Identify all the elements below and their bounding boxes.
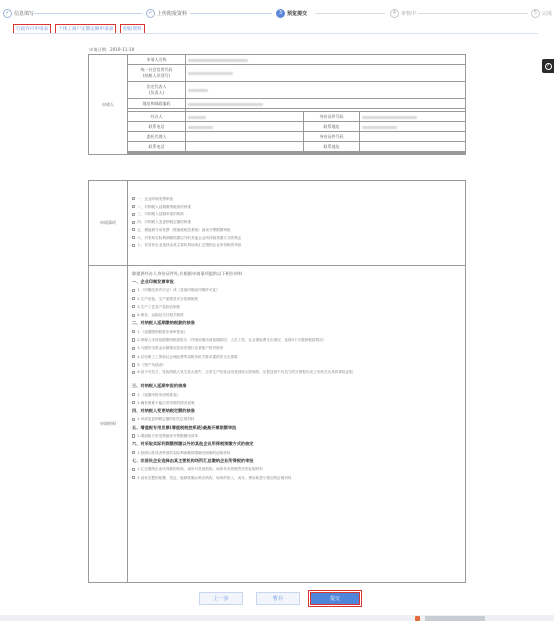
- material-group-title: 六、对采取实际利润额预缴以外的其他企业所得税预缴方式的核定: [132, 441, 254, 447]
- proxy-label: 委托代理人: [128, 132, 186, 142]
- material-item[interactable]: 1.《延期缴纳税款申请审批表》: [132, 328, 461, 336]
- checkbox[interactable]: [132, 305, 135, 308]
- material-item[interactable]: 1.按照月度或者季度的实际利润额预缴确有困难的证明材料: [132, 449, 461, 457]
- question-icon: ?: [545, 63, 552, 70]
- submit-button[interactable]: 提交: [310, 592, 360, 605]
- contact-address-label: 联系地址: [304, 122, 360, 132]
- checkbox[interactable]: [132, 314, 135, 317]
- applicant-table: [88, 54, 466, 155]
- material-item[interactable]: 4.应付职工工资和社会保险费等省税务机关要求提供的支出预算: [132, 353, 461, 361]
- credit-code-label: 统一社会信用代码 (纳税人识别号): [128, 65, 186, 82]
- applicant-name-label: 申请人名称: [128, 55, 186, 65]
- proxy-id-label: 身份证件号码: [304, 132, 360, 142]
- step-connector: [418, 13, 528, 14]
- checkbox[interactable]: [132, 476, 135, 479]
- legal-rep-label: 法定代表人 (负责人): [128, 82, 186, 99]
- step-5: [531, 8, 552, 18]
- app-logo-icon: [415, 616, 420, 621]
- checkbox[interactable]: [132, 401, 135, 404]
- step-number-badge: 3: [276, 9, 285, 18]
- id-number-label: 身份证件号码: [304, 112, 360, 122]
- checkbox[interactable]: [132, 371, 135, 374]
- matter-option[interactable]: 七、非居民企业选择由其主要机构场所汇总缴纳企业所得税的审批: [132, 242, 461, 250]
- step-1: [3, 8, 34, 18]
- agent-label: 经办人: [128, 112, 186, 122]
- material-item[interactable]: 4.保存、运输及交付相关制度: [132, 311, 461, 319]
- checkbox[interactable]: [132, 434, 135, 437]
- checkbox[interactable]: [132, 468, 135, 471]
- step-label: 审核中: [401, 10, 417, 17]
- progress-steps: [0, 0, 554, 20]
- matter-option[interactable]: 五、增值税专用发票（增值税税控系统）最高开票限额审批: [132, 227, 461, 235]
- phone-value: [186, 122, 304, 132]
- material-group-title: 二、对纳税人延期缴纳税款的核准: [132, 320, 195, 326]
- contact-address-value: [360, 122, 466, 132]
- prev-step-button[interactable]: 上一步: [199, 592, 243, 605]
- agent-value: [186, 112, 304, 122]
- material-group-title: 三、对纳税人延期申报的核准: [132, 383, 187, 389]
- help-button[interactable]: [542, 59, 554, 73]
- matter-option[interactable]: 六、对采取实际利润额预缴以外的其他企业所得税预缴方式的核定: [132, 235, 461, 243]
- matter-option[interactable]: 三、对纳税人延期申报的核准: [132, 211, 461, 219]
- step-number-badge: 5: [531, 9, 540, 18]
- material-item[interactable]: 2.纳税人申请延期缴纳税款报告（详细说明申请延期原因、人员工资、社会保险费支出情况、连续3个月缴纳税款情况）: [132, 336, 461, 344]
- checkbox[interactable]: [132, 338, 135, 341]
- proxy-id-value: [360, 132, 466, 142]
- materials-table: [88, 265, 466, 583]
- checkbox[interactable]: [132, 228, 135, 231]
- checkbox[interactable]: [132, 221, 135, 224]
- step-label: 上传附报资料: [157, 10, 188, 17]
- material-item[interactable]: 1.增值税专用发票最高开票限额申请单: [132, 432, 461, 440]
- matter-option[interactable]: 二、对纳税人延期缴纳税款的核准: [132, 204, 461, 212]
- materials-section-label: 申请材料: [89, 266, 128, 583]
- address-label: 地址和邮政编码: [128, 99, 186, 109]
- checkbox[interactable]: [132, 347, 135, 350]
- checkbox[interactable]: [132, 197, 135, 200]
- matter-option[interactable]: 一、企业印制发票审批: [132, 196, 461, 204]
- proxy-phone-value: [186, 142, 304, 152]
- matters-options: [128, 181, 466, 266]
- applicant-name-value: [186, 55, 466, 65]
- proxy-address-value: [360, 142, 466, 152]
- materials-list: [128, 266, 466, 583]
- step-label: 完成: [542, 10, 553, 17]
- step-3: [276, 8, 307, 18]
- step-label: 信息填写: [14, 10, 35, 17]
- taskbar: [0, 615, 554, 621]
- tab-individual-business-form[interactable]: 个体工商户定期定额申请表: [55, 24, 116, 34]
- check-icon: ✓: [3, 9, 12, 18]
- step-connector: [34, 13, 142, 14]
- material-item[interactable]: 5.《资产负债表》: [132, 361, 461, 369]
- material-item[interactable]: 2.设有完整的账簿、凭证，能够准确反映各机构、场所的收入、成本、费用和盈亏情况的证明材料: [132, 474, 461, 482]
- matters-table: [88, 180, 466, 266]
- material-group-title: 五、增值税专用发票(增值税税控系统)最高开票限额审批: [132, 424, 237, 430]
- step-connector: [190, 13, 272, 14]
- phone-label: 联系电话: [128, 122, 186, 132]
- checkbox[interactable]: [132, 363, 135, 366]
- matters-section-label: 申请事项: [89, 181, 128, 266]
- step-label: 预览提交: [287, 10, 308, 17]
- material-item[interactable]: 2.确有困难不能正常申报的情况说明: [132, 399, 461, 407]
- check-icon: ✓: [146, 9, 155, 18]
- checkbox[interactable]: [132, 236, 135, 239]
- material-item[interactable]: 1.《印刷经营许可证》或《其他印刷品印刷许可证》: [132, 286, 461, 294]
- material-group-title: 一、企业印制发票审批: [132, 279, 174, 284]
- checkbox[interactable]: [132, 205, 135, 208]
- checkbox[interactable]: [132, 451, 135, 454]
- proxy-value: [186, 132, 304, 142]
- applicant-section-label: 申请人: [89, 55, 128, 155]
- save-draft-button[interactable]: 暂存: [256, 592, 300, 605]
- material-item[interactable]: 1.《延期申报申请核准表》: [132, 391, 461, 399]
- taskbar-text: [425, 616, 485, 621]
- checkbox[interactable]: [132, 244, 135, 247]
- checkbox[interactable]: [132, 355, 135, 358]
- material-item[interactable]: 2.生产设备、生产流程及安全管理制度: [132, 295, 461, 303]
- material-item[interactable]: 1.汇总缴纳企业所得税的机构、场所对其他机构、场所负有管理责任的证明材料: [132, 465, 461, 473]
- checkbox[interactable]: [132, 418, 135, 421]
- credit-code-value: [186, 65, 466, 82]
- material-item[interactable]: 6.因不可抗力，导致纳税人发生较大损失，正常生产经营活动受到较大影响的，应报送因不可抗力的灾情报告或公安机关出具的事故证明: [132, 369, 461, 382]
- materials-intro: 除提供经办人身份证件外,应根据申请事项提供以下相应材料: [132, 271, 243, 276]
- tab-attachments[interactable]: 附报资料: [120, 24, 144, 34]
- matter-option[interactable]: 四、对纳税人变更纳税定额的核准: [132, 219, 461, 227]
- proxy-phone-label: 联系电话: [128, 142, 186, 152]
- proxy-address-label: 联系地址: [304, 142, 360, 152]
- step-2: [146, 8, 187, 18]
- tab-admin-license-form[interactable]: 行政许可申请表: [13, 24, 51, 34]
- checkbox[interactable]: [132, 297, 135, 300]
- material-group-title: 七、非居民企业选择由其主要机构场所汇总缴纳企业所得税的审批: [132, 457, 254, 463]
- material-item[interactable]: 1.申请变更纳税定额的相关证明材料: [132, 415, 461, 423]
- apply-date: 申请日期：2019-11-19: [89, 47, 135, 52]
- step-connector: [315, 13, 385, 14]
- material-item[interactable]: 3.当期货币资金余额情况及所有银行存款账户的对账单: [132, 344, 461, 352]
- address-value: [186, 99, 466, 109]
- checkbox[interactable]: [132, 289, 135, 292]
- id-number-value: [360, 112, 466, 122]
- checkbox[interactable]: [132, 330, 135, 333]
- material-item[interactable]: 3.生产工艺及产品检验制度: [132, 303, 461, 311]
- checkbox[interactable]: [132, 213, 135, 216]
- action-bar: [0, 589, 554, 607]
- step-4: [390, 8, 416, 18]
- checkbox[interactable]: [132, 393, 135, 396]
- material-group-title: 四、对纳税人变更纳税定额的核准: [132, 408, 195, 414]
- step-number-badge: 4: [390, 9, 399, 18]
- tab-divider: [13, 33, 538, 34]
- legal-rep-value: [186, 82, 466, 99]
